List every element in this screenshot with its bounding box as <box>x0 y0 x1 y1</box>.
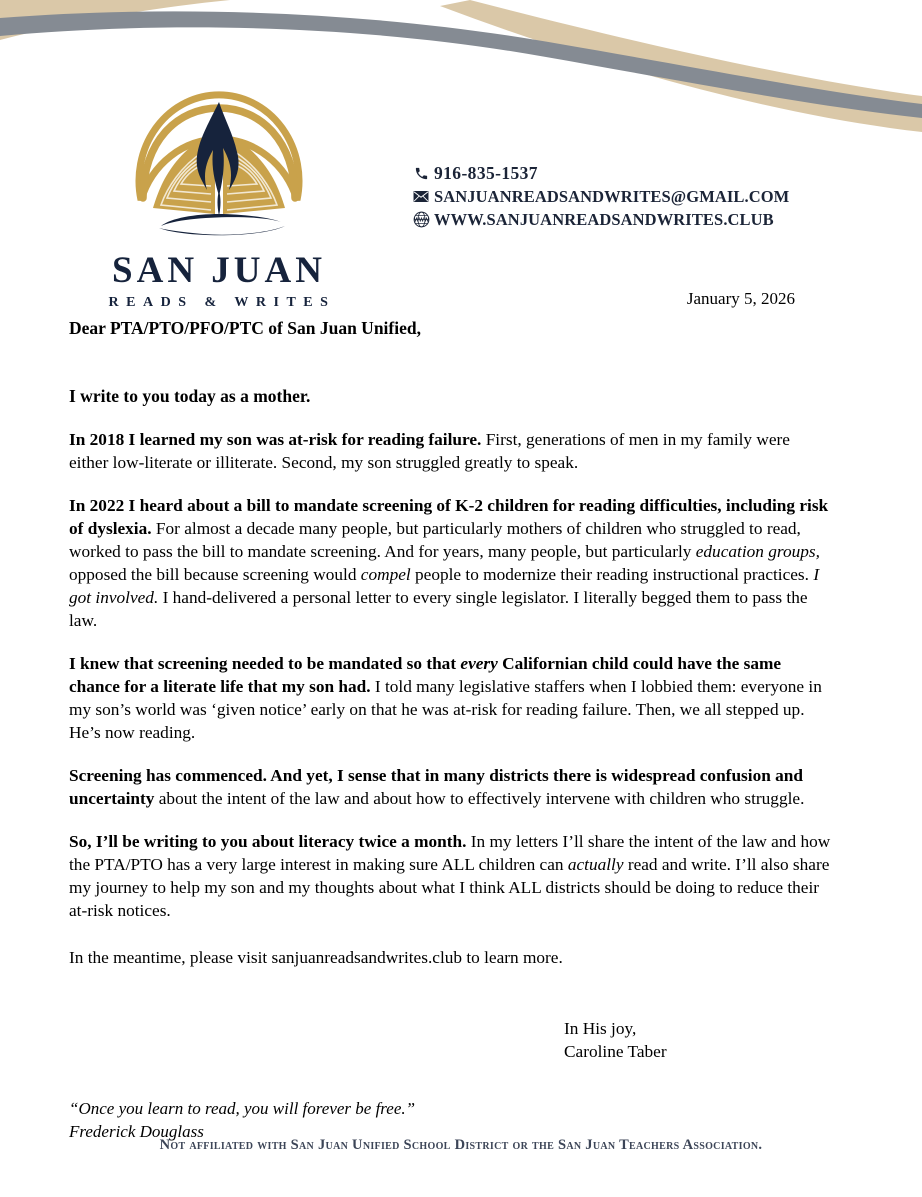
svg-text:WWW: WWW <box>413 217 429 224</box>
paragraph-5-em-1: actually <box>567 854 624 874</box>
paragraph-3-rest: I told many legislative staffers when I lobbied them: everyone in my son’s world was ‘given notice’ early on that he was at-risk for reading failure. Then, we all stepped up. He’s now reading. <box>69 676 822 742</box>
signoff-name: Caroline Taber <box>564 1042 667 1062</box>
paragraph-3 <box>69 652 831 744</box>
paragraph-2-lead: In 2022 I heard about a bill to mandate screening of K-2 children for reading difficulties, including risk of dyslexia. <box>69 495 829 538</box>
paragraph-1-lead: In 2018 I learned my son was at-risk for reading failure. <box>69 429 482 449</box>
paragraph-2-em-3: I got involved. <box>69 564 820 607</box>
paragraph-2-rest-4: I hand-delivered a personal letter to every single legislator. I literally begged them to pass the law. <box>69 587 808 630</box>
footer <box>0 1136 922 1154</box>
letter-date: January 5, 2026 <box>686 289 795 308</box>
paragraph-4-rest: about the intent of the law and about how to effectively intervene with children who struggle. <box>154 788 805 808</box>
footer-disclaimer: Not affiliated with San Juan Unified School District or the San Juan Teachers Association. <box>159 1137 763 1153</box>
logo-swoosh <box>161 214 281 226</box>
paragraph-4-lead: Screening has commenced. And yet, I sense that in many districts there is widespread confusion and uncertainty <box>69 765 804 808</box>
paragraph-1-rest: First, generations of men in my family were either low-literate or illiterate. Second, my son struggled greatly to speak. <box>69 429 790 472</box>
paragraph-2-rest-3: people to modernize their reading instructional practices. <box>410 564 814 584</box>
contact-row-website <box>408 209 789 230</box>
open-book-flame-logo-icon <box>119 86 319 258</box>
paragraph-4 <box>69 764 831 810</box>
paragraph-2-em-2: compel <box>360 564 411 584</box>
paragraph-2-rest-1: For almost a decade many people, but particularly mothers of children who struggled to read, worked to pass the bill to mandate screening. And for years, many people, but particularly <box>69 518 801 561</box>
quote-author: Frederick Douglass <box>69 1122 204 1142</box>
paragraph-5-lead: So, I’ll be writing to you about literacy twice a month. <box>69 831 467 851</box>
paragraph-3-lead-2: Californian child could have the same chance for a literate life that my son had. <box>69 653 782 696</box>
paragraph-5-rest-1: In my letters I’ll share the intent of the law and how the PTA/PTO has a very large interest in making sure ALL children can <box>69 831 831 874</box>
envelope-icon <box>408 187 434 207</box>
contact-phone-text: 916-835-1537 <box>434 163 538 183</box>
logo-block <box>88 86 350 311</box>
contact-row-phone <box>408 163 789 184</box>
letter-salutation: Dear PTA/PTO/PFO/PTC of San Juan Unified, <box>69 318 421 339</box>
tan-wave-left <box>0 0 230 40</box>
logo-flame <box>197 102 239 196</box>
paragraph-1 <box>69 428 831 474</box>
paragraph-5 <box>69 830 831 922</box>
logo-tagline: READS & WRITES <box>108 295 336 310</box>
logo-wordmark: SAN JUAN <box>112 250 326 291</box>
paragraph-3-lead-1: I knew that screening needed to be mandated so that <box>69 653 461 673</box>
closing-visit-line: In the meantime, please visit sanjuanreadsandwrites.club to learn more. <box>69 947 563 967</box>
contact-row-email <box>408 186 789 207</box>
signoff-block <box>69 1017 831 1064</box>
paragraph-3-lead-em: every <box>460 653 498 673</box>
contact-block <box>408 163 789 232</box>
globe-icon <box>408 210 434 230</box>
contact-website-text: WWW.SANJUANREADSANDWRITES.CLUB <box>434 209 774 229</box>
signoff-salutation: In His joy, <box>564 1018 637 1038</box>
letter-body <box>69 288 831 1144</box>
contact-email-text: SANJUANREADSANDWRITES@GMAIL.COM <box>434 186 790 206</box>
paragraph-2 <box>69 494 831 632</box>
letter-intro: I write to you today as a mother. <box>69 386 311 406</box>
paragraph-2-em-1: education groups, <box>695 541 820 561</box>
paragraph-2-rest-2: opposed the bill because screening would <box>69 564 361 584</box>
paragraph-5-rest-2: read and write. I’ll also share my journey to help my son and my thoughts about what I think ALL districts should be doing to reduce their at-risk notices. <box>69 854 830 920</box>
quote-text: “Once you learn to read, you will forever be free.” <box>69 1099 416 1119</box>
phone-icon <box>408 164 434 184</box>
